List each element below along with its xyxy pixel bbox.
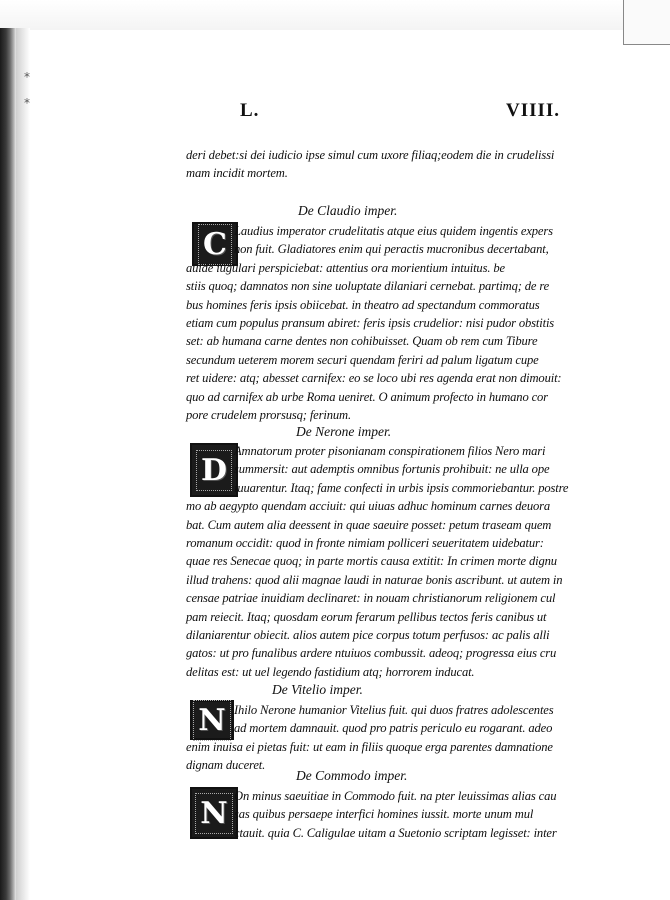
text-line: quo ad carnifex ab urbe Roma ueniret. O animum profecto in humano cor — [186, 389, 548, 404]
margin-mark: * — [24, 96, 30, 110]
initial-letter: D — [200, 452, 227, 488]
text-line: pore crudelem prorsusq; ferinum. — [186, 408, 351, 423]
initial-letter: N — [200, 795, 228, 831]
section-title-claudius: De Claudio imper. — [298, 203, 398, 218]
text-line: etiam cum populus pransum abiret: feris ipsis crudelior: nisi pudor obstitis — [186, 316, 555, 331]
text-line: sas quibus persaepe interfici homines iussit. morte unum mul — [234, 807, 534, 822]
text-line: delitas est: ut uel legendo fastidium atq; horrorem inducat. — [186, 664, 475, 679]
section-title-nero: De Nerone imper. — [296, 424, 392, 439]
text-line: Laudius imperator crudelitatis atque eius quidem ingentis expers — [234, 224, 553, 238]
text-line: quae res Senecae quoq; in parte mortis causa extitit: In crimen morte dignu — [186, 554, 557, 569]
claudius-paragraph — [186, 222, 604, 424]
intro-paragraph — [186, 146, 604, 183]
text-line: romanum occidit: quod in fronte nimiam polliceri seueritatem uidebatur: — [186, 536, 544, 551]
section-title-vitelius: De Vitelio imper. — [272, 682, 363, 697]
text-line: mam incidit mortem. — [186, 166, 288, 181]
text-line: pam reiecit. Itaq; quosdam eorum ferarum pellibus tectos feris canibus ut — [186, 609, 547, 624]
text-line: On minus saeuitiae in Commodo fuit. na pter leuissimas alias cau — [234, 789, 557, 803]
text-line: ctauit. quia C. Caligulae uitam a Suetonio scriptam legisset: inter — [234, 825, 557, 840]
text-line: iuuarentur. Itaq; fame confecti in urbis ipsis commoriebantur. postre — [234, 480, 569, 495]
text-line: Amnatorum proter pisonianam conspirationem filios Nero mari — [234, 444, 546, 458]
text-line: bat. Cum autem alia deessent in quae saeuire posset: petum traseam quem — [186, 517, 552, 532]
initial-letter: C — [203, 226, 227, 262]
text-line: bus homines feris ipsis obiicebat. in theatro ad spectandum commoratus — [186, 297, 540, 312]
text-line: auide iugulari perspiciebat: attentius ora morientium intuitus. be — [186, 260, 505, 275]
nero-paragraph — [186, 442, 604, 681]
initial-letter: N — [198, 702, 226, 738]
gutter-shadow — [16, 28, 30, 900]
page-corner-curl — [623, 0, 670, 45]
running-head-right: VIIII. — [506, 100, 561, 121]
margin-mark: * — [24, 70, 30, 84]
text-line: dignam duceret. — [186, 758, 266, 773]
running-head-left: L. — [240, 100, 260, 121]
text-line: summersit: aut ademptis omnibus fortunis prohibuit: ne ulla ope — [234, 462, 550, 477]
vitelius-paragraph — [186, 701, 604, 775]
text-line: stiis quoq; damnatos non sine uoluptate dilaniari cernebat. partimq; de re — [186, 279, 550, 294]
page-top-edge — [0, 0, 670, 30]
text-line: non fuit. Gladiatores enim qui peractis mucronibus decertabant, — [234, 242, 549, 257]
text-line: mo ab aegypto quendam acciuit: qui uiuas adhuc hominum carnes deuora — [186, 499, 551, 514]
text-line: gatos: ut pro funalibus ardere ntuiuos combussit. adeoq; progressa eius cru — [186, 646, 557, 661]
text-line: Ihilo Nerone humanior Vitelius fuit. qui duos fratres adolescentes — [234, 703, 554, 717]
text-line: illud trahens: quod alii magnae laudi in naturae bonis ascribunt. ut autem in — [186, 572, 563, 587]
book-binding-edge — [0, 28, 16, 900]
commodo-paragraph — [186, 787, 604, 842]
text-line: dilaniarentur obiecit. alios autem pice corpus totum perfusos: ac palis alli — [186, 628, 550, 643]
text-line: ret uidere: atq; abesset carnifex: eo se loco ubi res agenda erat non dimouit: — [186, 371, 562, 386]
section-title-commodo: De Commodo imper. — [296, 768, 408, 783]
text-line: deri debet:si dei iudicio ipse simul cum uxore filiaq;eodem die in crudelissi — [186, 148, 555, 162]
text-line: enim inuisa ei pietas fuit: ut eam in filiis quoque erga parentes damnatione — [186, 739, 553, 754]
text-line: set: ab humana carne dentes non cohibuisset. Quam ob rem cum Tibure — [186, 334, 538, 349]
text-line: secundum ueterem morem securi quendam feriri ad palum ligatum cupe — [186, 352, 539, 367]
text-line: censae patriae inuidiam declinaret: in nouam christianorum religionem cul — [186, 591, 556, 606]
text-line: ad mortem damnauit. quod pro patris periculo eu rogarant. adeo — [234, 721, 553, 736]
